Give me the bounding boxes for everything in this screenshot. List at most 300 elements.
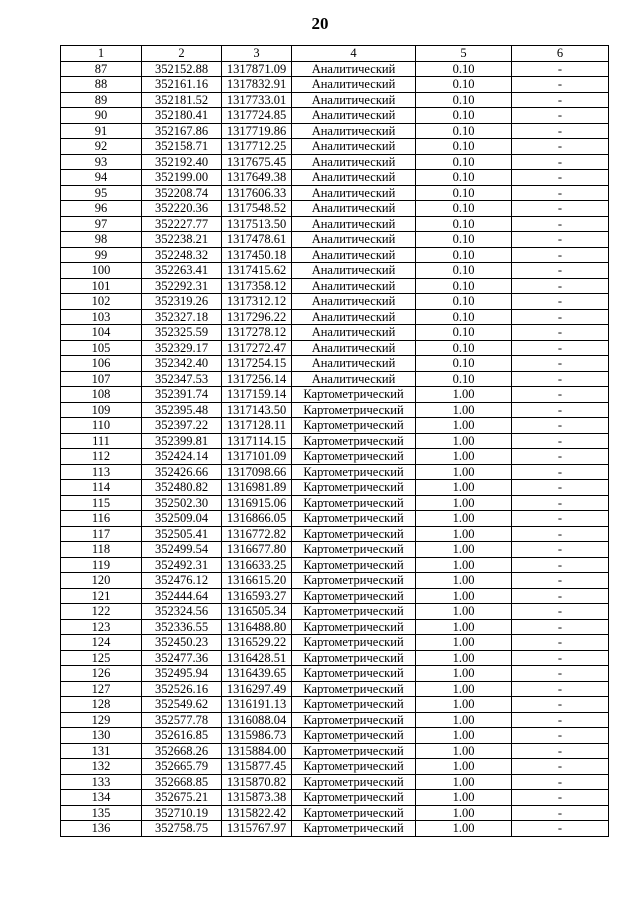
point-number-cell: 122	[61, 604, 142, 620]
accuracy-cell: 0.10	[416, 325, 512, 341]
x-coordinate-cell: 352424.14	[142, 449, 222, 465]
table-row	[61, 526, 609, 542]
table-row	[61, 340, 609, 356]
table-row	[61, 790, 609, 806]
y-coordinate-cell: 1317296.22	[222, 309, 292, 325]
note-cell: -	[512, 805, 609, 821]
x-coordinate-cell: 352509.04	[142, 511, 222, 527]
method-cell: Картометрический	[292, 480, 416, 496]
note-cell: -	[512, 728, 609, 744]
point-number-cell: 110	[61, 418, 142, 434]
method-cell: Картометрический	[292, 433, 416, 449]
method-cell: Аналитический	[292, 294, 416, 310]
table-row	[61, 418, 609, 434]
point-number-cell: 90	[61, 108, 142, 124]
y-coordinate-cell: 1316615.20	[222, 573, 292, 589]
accuracy-cell: 1.00	[416, 495, 512, 511]
accuracy-cell: 1.00	[416, 681, 512, 697]
table-row	[61, 216, 609, 232]
accuracy-cell: 0.10	[416, 92, 512, 108]
x-coordinate-cell: 352181.52	[142, 92, 222, 108]
coordinates-table	[60, 45, 609, 837]
y-coordinate-cell: 1316428.51	[222, 650, 292, 666]
y-coordinate-cell: 1317114.15	[222, 433, 292, 449]
note-cell: -	[512, 371, 609, 387]
y-coordinate-cell: 1317101.09	[222, 449, 292, 465]
accuracy-cell: 1.00	[416, 697, 512, 713]
note-cell: -	[512, 232, 609, 248]
x-coordinate-cell: 352180.41	[142, 108, 222, 124]
point-number-cell: 133	[61, 774, 142, 790]
note-cell: -	[512, 77, 609, 93]
table-row	[61, 309, 609, 325]
note-cell: -	[512, 774, 609, 790]
note-cell: -	[512, 170, 609, 186]
note-cell: -	[512, 123, 609, 139]
method-cell: Картометрический	[292, 790, 416, 806]
method-cell: Картометрический	[292, 418, 416, 434]
accuracy-cell: 1.00	[416, 604, 512, 620]
x-coordinate-cell: 352319.26	[142, 294, 222, 310]
point-number-cell: 115	[61, 495, 142, 511]
x-coordinate-cell: 352480.82	[142, 480, 222, 496]
method-cell: Картометрический	[292, 635, 416, 651]
table-row	[61, 573, 609, 589]
table-row	[61, 542, 609, 558]
point-number-cell: 111	[61, 433, 142, 449]
point-number-cell: 134	[61, 790, 142, 806]
table-row	[61, 247, 609, 263]
accuracy-cell: 1.00	[416, 805, 512, 821]
note-cell: -	[512, 449, 609, 465]
note-cell: -	[512, 139, 609, 155]
x-coordinate-cell: 352324.56	[142, 604, 222, 620]
y-coordinate-cell: 1317256.14	[222, 371, 292, 387]
accuracy-cell: 0.10	[416, 309, 512, 325]
accuracy-cell: 1.00	[416, 619, 512, 635]
method-cell: Картометрический	[292, 573, 416, 589]
table-row	[61, 759, 609, 775]
note-cell: -	[512, 92, 609, 108]
point-number-cell: 123	[61, 619, 142, 635]
x-coordinate-cell: 352675.21	[142, 790, 222, 806]
note-cell: -	[512, 666, 609, 682]
table-row	[61, 495, 609, 511]
note-cell: -	[512, 356, 609, 372]
method-cell: Картометрический	[292, 557, 416, 573]
x-coordinate-cell: 352502.30	[142, 495, 222, 511]
accuracy-cell: 1.00	[416, 511, 512, 527]
y-coordinate-cell: 1317712.25	[222, 139, 292, 155]
accuracy-cell: 0.10	[416, 340, 512, 356]
x-coordinate-cell: 352220.36	[142, 201, 222, 217]
point-number-cell: 106	[61, 356, 142, 372]
table-row	[61, 449, 609, 465]
note-cell: -	[512, 294, 609, 310]
method-cell: Картометрический	[292, 666, 416, 682]
method-cell: Аналитический	[292, 108, 416, 124]
point-number-cell: 92	[61, 139, 142, 155]
method-cell: Аналитический	[292, 77, 416, 93]
accuracy-cell: 0.10	[416, 108, 512, 124]
x-coordinate-cell: 352158.71	[142, 139, 222, 155]
method-cell: Аналитический	[292, 154, 416, 170]
point-number-cell: 130	[61, 728, 142, 744]
table-row	[61, 154, 609, 170]
x-coordinate-cell: 352161.16	[142, 77, 222, 93]
y-coordinate-cell: 1317733.01	[222, 92, 292, 108]
x-coordinate-cell: 352426.66	[142, 464, 222, 480]
method-cell: Картометрический	[292, 495, 416, 511]
x-coordinate-cell: 352292.31	[142, 278, 222, 294]
x-coordinate-cell: 352668.85	[142, 774, 222, 790]
column-header: 4	[292, 46, 416, 62]
table-row	[61, 712, 609, 728]
y-coordinate-cell: 1315884.00	[222, 743, 292, 759]
point-number-cell: 102	[61, 294, 142, 310]
accuracy-cell: 0.10	[416, 232, 512, 248]
x-coordinate-cell: 352665.79	[142, 759, 222, 775]
point-number-cell: 117	[61, 526, 142, 542]
table-row	[61, 371, 609, 387]
x-coordinate-cell: 352444.64	[142, 588, 222, 604]
y-coordinate-cell: 1316593.27	[222, 588, 292, 604]
x-coordinate-cell: 352758.75	[142, 821, 222, 837]
table-row	[61, 557, 609, 573]
table-row	[61, 464, 609, 480]
point-number-cell: 136	[61, 821, 142, 837]
note-cell: -	[512, 418, 609, 434]
note-cell: -	[512, 542, 609, 558]
point-number-cell: 112	[61, 449, 142, 465]
note-cell: -	[512, 480, 609, 496]
point-number-cell: 105	[61, 340, 142, 356]
point-number-cell: 124	[61, 635, 142, 651]
method-cell: Аналитический	[292, 371, 416, 387]
note-cell: -	[512, 340, 609, 356]
y-coordinate-cell: 1317478.61	[222, 232, 292, 248]
accuracy-cell: 1.00	[416, 418, 512, 434]
y-coordinate-cell: 1316866.05	[222, 511, 292, 527]
table-row	[61, 511, 609, 527]
accuracy-cell: 1.00	[416, 635, 512, 651]
accuracy-cell: 1.00	[416, 433, 512, 449]
table-row	[61, 619, 609, 635]
method-cell: Картометрический	[292, 759, 416, 775]
method-cell: Аналитический	[292, 340, 416, 356]
y-coordinate-cell: 1316633.25	[222, 557, 292, 573]
point-number-cell: 96	[61, 201, 142, 217]
method-cell: Картометрический	[292, 604, 416, 620]
column-header: 1	[61, 46, 142, 62]
point-number-cell: 103	[61, 309, 142, 325]
method-cell: Аналитический	[292, 309, 416, 325]
note-cell: -	[512, 325, 609, 341]
point-number-cell: 114	[61, 480, 142, 496]
note-cell: -	[512, 61, 609, 77]
accuracy-cell: 0.10	[416, 154, 512, 170]
point-number-cell: 87	[61, 61, 142, 77]
x-coordinate-cell: 352227.77	[142, 216, 222, 232]
table-row	[61, 728, 609, 744]
note-cell: -	[512, 495, 609, 511]
accuracy-cell: 0.10	[416, 201, 512, 217]
point-number-cell: 126	[61, 666, 142, 682]
note-cell: -	[512, 588, 609, 604]
method-cell: Картометрический	[292, 805, 416, 821]
table-row	[61, 278, 609, 294]
method-cell: Картометрический	[292, 743, 416, 759]
method-cell: Картометрический	[292, 681, 416, 697]
table-row	[61, 821, 609, 837]
table-row	[61, 588, 609, 604]
y-coordinate-cell: 1317254.15	[222, 356, 292, 372]
note-cell: -	[512, 216, 609, 232]
method-cell: Аналитический	[292, 263, 416, 279]
column-header: 3	[222, 46, 292, 62]
y-coordinate-cell: 1315767.97	[222, 821, 292, 837]
y-coordinate-cell: 1317358.12	[222, 278, 292, 294]
method-cell: Аналитический	[292, 278, 416, 294]
y-coordinate-cell: 1317128.11	[222, 418, 292, 434]
method-cell: Картометрический	[292, 821, 416, 837]
point-number-cell: 108	[61, 387, 142, 403]
table-row	[61, 92, 609, 108]
point-number-cell: 116	[61, 511, 142, 527]
accuracy-cell: 0.10	[416, 247, 512, 263]
table-row	[61, 294, 609, 310]
method-cell: Картометрический	[292, 464, 416, 480]
table-row	[61, 170, 609, 186]
x-coordinate-cell: 352399.81	[142, 433, 222, 449]
y-coordinate-cell: 1316488.80	[222, 619, 292, 635]
table-body	[61, 46, 609, 837]
page-number: 20	[311, 14, 329, 33]
table-row	[61, 387, 609, 403]
point-number-cell: 95	[61, 185, 142, 201]
x-coordinate-cell: 352347.53	[142, 371, 222, 387]
point-number-cell: 119	[61, 557, 142, 573]
x-coordinate-cell: 352342.40	[142, 356, 222, 372]
column-header: 5	[416, 46, 512, 62]
note-cell: -	[512, 557, 609, 573]
point-number-cell: 120	[61, 573, 142, 589]
method-cell: Аналитический	[292, 123, 416, 139]
x-coordinate-cell: 352526.16	[142, 681, 222, 697]
method-cell: Картометрический	[292, 588, 416, 604]
table-row	[61, 805, 609, 821]
y-coordinate-cell: 1316772.82	[222, 526, 292, 542]
method-cell: Аналитический	[292, 61, 416, 77]
method-cell: Аналитический	[292, 356, 416, 372]
y-coordinate-cell: 1317606.33	[222, 185, 292, 201]
note-cell: -	[512, 247, 609, 263]
x-coordinate-cell: 352505.41	[142, 526, 222, 542]
y-coordinate-cell: 1315873.38	[222, 790, 292, 806]
table-row	[61, 697, 609, 713]
y-coordinate-cell: 1316677.80	[222, 542, 292, 558]
accuracy-cell: 1.00	[416, 526, 512, 542]
y-coordinate-cell: 1317272.47	[222, 340, 292, 356]
accuracy-cell: 1.00	[416, 449, 512, 465]
point-number-cell: 97	[61, 216, 142, 232]
column-header: 2	[142, 46, 222, 62]
point-number-cell: 125	[61, 650, 142, 666]
table-row	[61, 666, 609, 682]
note-cell: -	[512, 108, 609, 124]
method-cell: Картометрический	[292, 402, 416, 418]
x-coordinate-cell: 352238.21	[142, 232, 222, 248]
x-coordinate-cell: 352263.41	[142, 263, 222, 279]
accuracy-cell: 1.00	[416, 759, 512, 775]
x-coordinate-cell: 352329.17	[142, 340, 222, 356]
y-coordinate-cell: 1315822.42	[222, 805, 292, 821]
x-coordinate-cell: 352495.94	[142, 666, 222, 682]
x-coordinate-cell: 352492.31	[142, 557, 222, 573]
note-cell: -	[512, 263, 609, 279]
table-row	[61, 402, 609, 418]
x-coordinate-cell: 352336.55	[142, 619, 222, 635]
accuracy-cell: 0.10	[416, 294, 512, 310]
column-header: 6	[512, 46, 609, 62]
y-coordinate-cell: 1317450.18	[222, 247, 292, 263]
method-cell: Картометрический	[292, 449, 416, 465]
accuracy-cell: 1.00	[416, 557, 512, 573]
x-coordinate-cell: 352710.19	[142, 805, 222, 821]
table-row	[61, 604, 609, 620]
note-cell: -	[512, 154, 609, 170]
accuracy-cell: 0.10	[416, 185, 512, 201]
method-cell: Аналитический	[292, 139, 416, 155]
method-cell: Картометрический	[292, 712, 416, 728]
note-cell: -	[512, 309, 609, 325]
x-coordinate-cell: 352152.88	[142, 61, 222, 77]
method-cell: Аналитический	[292, 232, 416, 248]
point-number-cell: 135	[61, 805, 142, 821]
table-row	[61, 743, 609, 759]
x-coordinate-cell: 352325.59	[142, 325, 222, 341]
accuracy-cell: 0.10	[416, 61, 512, 77]
y-coordinate-cell: 1317415.62	[222, 263, 292, 279]
point-number-cell: 99	[61, 247, 142, 263]
note-cell: -	[512, 697, 609, 713]
point-number-cell: 93	[61, 154, 142, 170]
x-coordinate-cell: 352577.78	[142, 712, 222, 728]
accuracy-cell: 0.10	[416, 77, 512, 93]
y-coordinate-cell: 1316915.06	[222, 495, 292, 511]
y-coordinate-cell: 1315870.82	[222, 774, 292, 790]
method-cell: Аналитический	[292, 325, 416, 341]
note-cell: -	[512, 573, 609, 589]
x-coordinate-cell: 352549.62	[142, 697, 222, 713]
method-cell: Аналитический	[292, 201, 416, 217]
accuracy-cell: 0.10	[416, 278, 512, 294]
table-row	[61, 356, 609, 372]
accuracy-cell: 1.00	[416, 774, 512, 790]
point-number-cell: 109	[61, 402, 142, 418]
point-number-cell: 113	[61, 464, 142, 480]
method-cell: Картометрический	[292, 619, 416, 635]
table-row	[61, 263, 609, 279]
table-row	[61, 232, 609, 248]
accuracy-cell: 1.00	[416, 728, 512, 744]
accuracy-cell: 1.00	[416, 743, 512, 759]
table-row	[61, 480, 609, 496]
point-number-cell: 132	[61, 759, 142, 775]
method-cell: Картометрический	[292, 526, 416, 542]
y-coordinate-cell: 1316297.49	[222, 681, 292, 697]
accuracy-cell: 0.10	[416, 216, 512, 232]
x-coordinate-cell: 352450.23	[142, 635, 222, 651]
note-cell: -	[512, 464, 609, 480]
y-coordinate-cell: 1316191.13	[222, 697, 292, 713]
x-coordinate-cell: 352391.74	[142, 387, 222, 403]
table-row	[61, 77, 609, 93]
accuracy-cell: 1.00	[416, 402, 512, 418]
point-number-cell: 107	[61, 371, 142, 387]
table-row	[61, 108, 609, 124]
accuracy-cell: 0.10	[416, 139, 512, 155]
y-coordinate-cell: 1317513.50	[222, 216, 292, 232]
method-cell: Аналитический	[292, 216, 416, 232]
x-coordinate-cell: 352199.00	[142, 170, 222, 186]
method-cell: Картометрический	[292, 387, 416, 403]
table-row	[61, 774, 609, 790]
note-cell: -	[512, 511, 609, 527]
x-coordinate-cell: 352397.22	[142, 418, 222, 434]
accuracy-cell: 1.00	[416, 650, 512, 666]
y-coordinate-cell: 1317143.50	[222, 402, 292, 418]
point-number-cell: 91	[61, 123, 142, 139]
method-cell: Аналитический	[292, 92, 416, 108]
point-number-cell: 94	[61, 170, 142, 186]
x-coordinate-cell: 352395.48	[142, 402, 222, 418]
x-coordinate-cell: 352192.40	[142, 154, 222, 170]
accuracy-cell: 0.10	[416, 170, 512, 186]
point-number-cell: 104	[61, 325, 142, 341]
method-cell: Картометрический	[292, 774, 416, 790]
y-coordinate-cell: 1315877.45	[222, 759, 292, 775]
note-cell: -	[512, 681, 609, 697]
note-cell: -	[512, 635, 609, 651]
method-cell: Картометрический	[292, 697, 416, 713]
x-coordinate-cell: 352668.26	[142, 743, 222, 759]
table-header-row	[61, 46, 609, 62]
note-cell: -	[512, 402, 609, 418]
note-cell: -	[512, 433, 609, 449]
x-coordinate-cell: 352208.74	[142, 185, 222, 201]
note-cell: -	[512, 278, 609, 294]
point-number-cell: 131	[61, 743, 142, 759]
table-row	[61, 185, 609, 201]
y-coordinate-cell: 1317675.45	[222, 154, 292, 170]
y-coordinate-cell: 1316981.89	[222, 480, 292, 496]
table-row	[61, 650, 609, 666]
x-coordinate-cell: 352167.86	[142, 123, 222, 139]
method-cell: Картометрический	[292, 511, 416, 527]
point-number-cell: 100	[61, 263, 142, 279]
method-cell: Аналитический	[292, 185, 416, 201]
accuracy-cell: 1.00	[416, 387, 512, 403]
y-coordinate-cell: 1317724.85	[222, 108, 292, 124]
note-cell: -	[512, 604, 609, 620]
y-coordinate-cell: 1317719.86	[222, 123, 292, 139]
table-row	[61, 635, 609, 651]
x-coordinate-cell: 352327.18	[142, 309, 222, 325]
note-cell: -	[512, 185, 609, 201]
accuracy-cell: 1.00	[416, 588, 512, 604]
y-coordinate-cell: 1317649.38	[222, 170, 292, 186]
